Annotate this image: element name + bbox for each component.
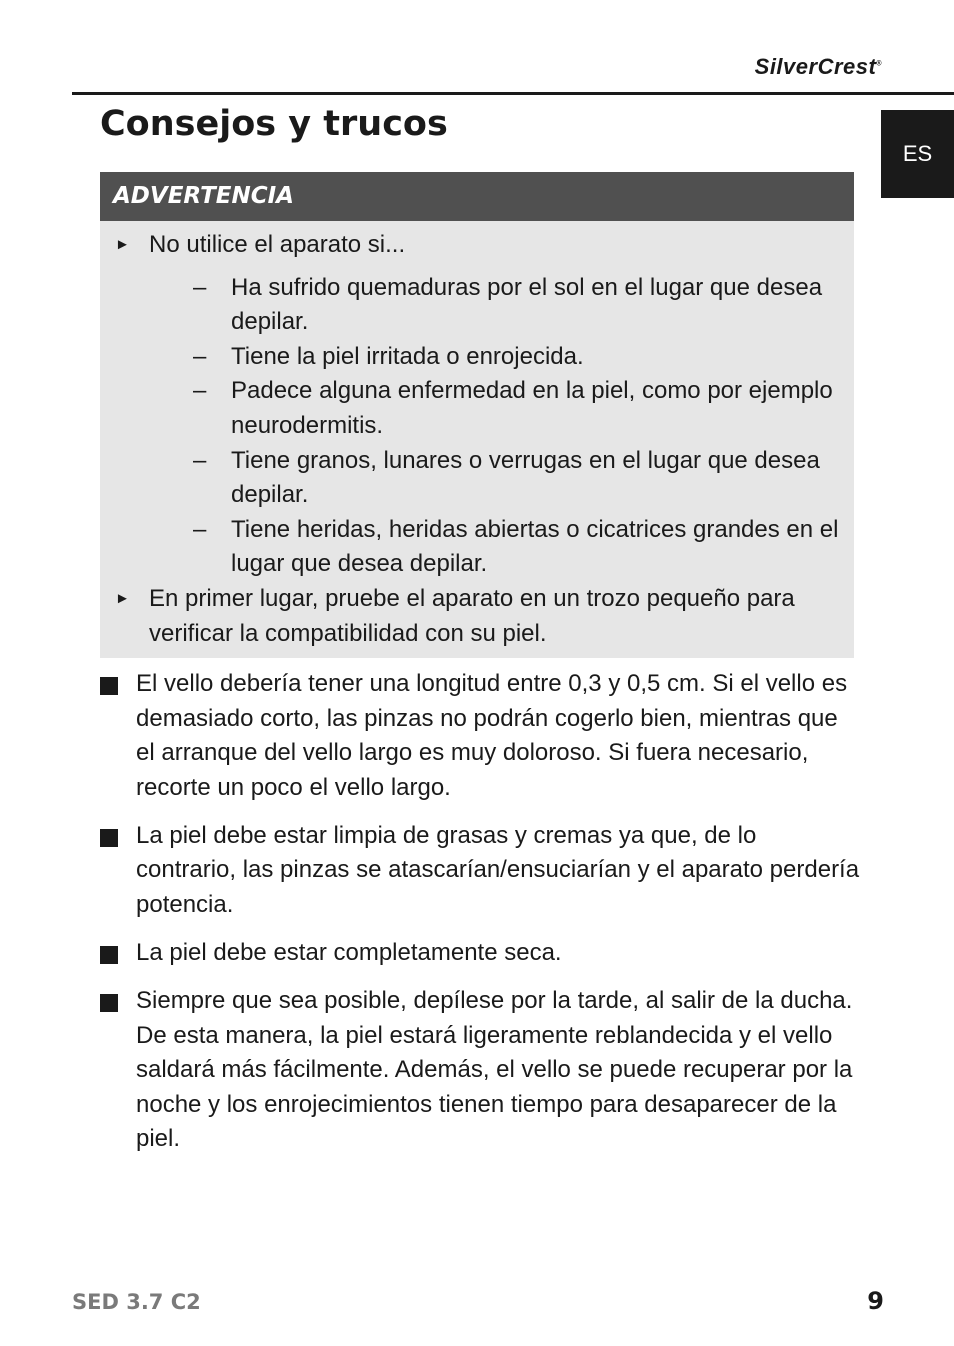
language-tab — [881, 110, 954, 198]
tip-item — [100, 984, 860, 1157]
tip-item — [100, 936, 860, 971]
warning-heading: ADVERTENCIA — [100, 172, 854, 221]
warning-item — [100, 228, 854, 263]
square-bullet-icon — [100, 994, 118, 1012]
condition-text: Tiene la piel irritada o enrojecida. — [231, 342, 584, 370]
warning-item — [100, 582, 854, 651]
language-code: ES — [902, 141, 933, 166]
condition-item — [100, 340, 854, 375]
condition-text: Tiene heridas, heridas abiertas o cicatrices grandes en el lugar que desea depilar. — [231, 515, 839, 578]
condition-text: Ha sufrido quemaduras por el sol en el lugar que desea depilar. — [231, 273, 823, 336]
warning-box — [100, 172, 854, 658]
condition-item — [100, 374, 854, 443]
square-bullet-icon — [100, 946, 118, 964]
arrow-bullet-icon: ► — [115, 589, 130, 607]
condition-item — [100, 444, 854, 513]
dash-bullet-icon: – — [193, 515, 207, 543]
dash-bullet-icon: – — [193, 273, 207, 301]
square-bullet-icon — [100, 677, 118, 695]
condition-list — [100, 271, 854, 582]
condition-text: Tiene granos, lunares o verrugas en el lugar que desea depilar. — [231, 446, 820, 509]
condition-text: Padece alguna enfermedad en la piel, como por ejemplo neurodermitis. — [231, 377, 833, 439]
test-note: En primer lugar, pruebe el aparato en un trozo pequeño para verificar la compatibilidad con su piel. — [149, 584, 795, 647]
registered-mark: ® — [876, 60, 882, 68]
dash-bullet-icon: – — [193, 446, 207, 474]
warning-list — [100, 228, 854, 263]
tip-text: El vello debería tener una longitud entre 0,3 y 0,5 cm. Si el vello es demasiado corto, las pinzas no podrán cogerlo bien, mientras que el arranque del vello largo es muy doloroso. Si fuera necesario, recorte un poco el vello largo. — [136, 670, 848, 801]
square-bullet-icon — [100, 829, 118, 847]
tip-text: Siempre que sea posible, depílese por la tarde, al salir de la ducha. De esta manera, la piel estará ligeramente reblandecida y el vello saldará más fácilmente. Además, el vello se puede recuperar por la noche y los enrojecimientos tienen tiempo para desaparecer de la piel. — [136, 986, 853, 1153]
brand-name: SilverCrest — [754, 54, 877, 79]
condition-item — [100, 513, 854, 582]
tip-text: La piel debe estar completamente seca. — [136, 938, 562, 966]
tips-list — [100, 667, 860, 1170]
page-title: Consejos y trucos — [100, 104, 448, 144]
tip-item — [100, 667, 860, 805]
warning-intro: No utilice el aparato si... — [149, 231, 406, 258]
tip-item — [100, 819, 860, 923]
arrow-bullet-icon: ► — [115, 236, 130, 253]
condition-item — [100, 271, 854, 340]
warning-list — [100, 582, 854, 651]
page-number: 9 — [867, 1287, 884, 1315]
brand-logo — [755, 54, 882, 80]
header-rule — [72, 92, 954, 95]
dash-bullet-icon: – — [193, 377, 207, 405]
footer-model: SED 3.7 C2 — [72, 1290, 201, 1314]
tip-text: La piel debe estar limpia de grasas y cremas ya que, de lo contrario, las pinzas se atascarían/ensuciarían y el aparato perdería potencia. — [136, 821, 860, 918]
dash-bullet-icon: – — [193, 342, 207, 370]
